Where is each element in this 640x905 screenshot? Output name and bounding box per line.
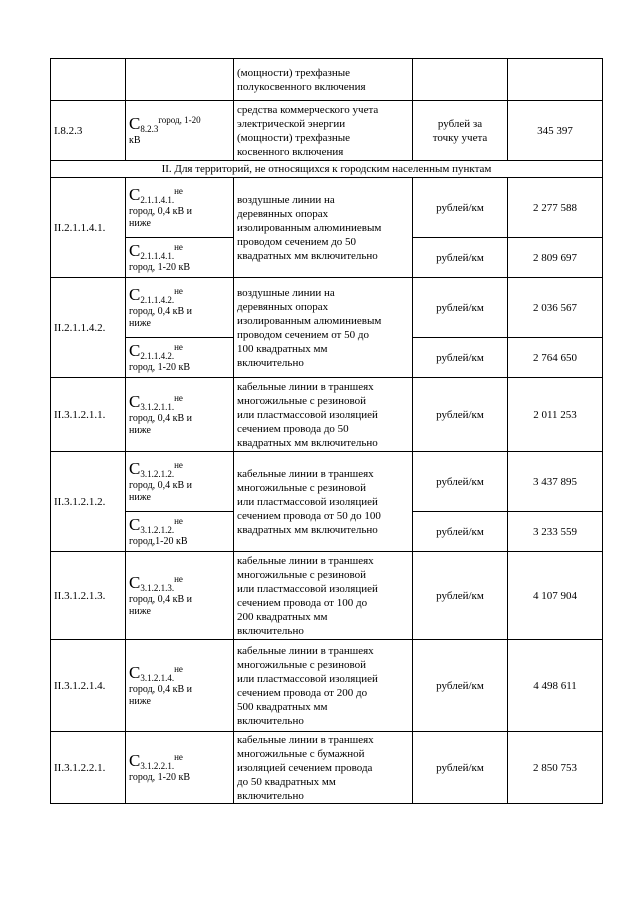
- rate-code-letter: С: [129, 114, 141, 133]
- description-line: (мощности) трехфазные: [237, 66, 351, 79]
- row-number-cell: II.3.1.2.1.1.: [51, 378, 126, 452]
- value-cell: [508, 59, 603, 101]
- tariff-table: [50, 58, 603, 804]
- rate-code-line: город, 0,4 кВ и: [129, 206, 193, 217]
- rate-code-subscript: 3.1.2.1.4.: [140, 673, 175, 683]
- description-line: кабельные линии в траншеях: [237, 733, 374, 746]
- rate-code-letter: С: [129, 573, 141, 592]
- value-cell: 3 437 895: [508, 452, 603, 512]
- value-cell: 4 107 904: [508, 552, 603, 640]
- rate-code-superscript: не: [174, 242, 183, 252]
- description-line: включительно: [237, 356, 304, 369]
- description-line: или пластмассовой изоляцией: [237, 408, 378, 421]
- value-cell: 2 809 697: [508, 238, 603, 278]
- rate-code-superscript: не: [174, 342, 183, 352]
- table-row: [51, 101, 603, 161]
- table-row: [51, 640, 603, 732]
- rate-code-superscript: не: [174, 460, 183, 470]
- rate-code-line: город, 1-20 кВ: [129, 262, 191, 273]
- description-line: изоляцией сечением провода: [237, 761, 373, 774]
- rate-code-cell: [126, 640, 234, 732]
- description-line: включительно: [237, 789, 304, 802]
- description-line: полукосвенного включения: [237, 80, 366, 93]
- rate-code-letter: С: [129, 663, 141, 682]
- description-line: 200 квадратных мм: [237, 610, 328, 623]
- rate-code-line: город, 0,4 кВ и: [129, 594, 193, 605]
- unit-cell: рублей/км: [413, 640, 508, 732]
- rate-code-line: ниже: [129, 696, 151, 707]
- rate-code-letter: С: [129, 241, 141, 260]
- rate-code-superscript: не: [174, 186, 183, 196]
- description-cell: [234, 378, 413, 452]
- description-line: включительно: [237, 624, 304, 637]
- description-line: или пластмассовой изоляцией: [237, 495, 378, 508]
- rate-code-line: город, 1-20 кВ: [129, 772, 191, 783]
- rate-code-line: ниже: [129, 606, 151, 617]
- description-line: кабельные линии в траншеях: [237, 380, 374, 393]
- description-line: электрической энергии: [237, 117, 346, 130]
- description-line: средства коммерческого учета: [237, 103, 379, 116]
- table-row: [51, 552, 603, 640]
- description-line: до 50 квадратных мм: [237, 775, 336, 788]
- description-line: сечением провода до 50: [237, 422, 349, 435]
- unit-cell: рублей/км: [413, 338, 508, 378]
- row-number-cell: II.2.1.1.4.1.: [51, 178, 126, 278]
- unit-cell: [413, 59, 508, 101]
- description-line: воздушные линии на: [237, 193, 335, 206]
- rate-code-letter: С: [129, 392, 141, 411]
- rate-code-letter: С: [129, 459, 141, 478]
- description-line: многожильные с резиновой: [237, 568, 366, 581]
- table-row: [51, 178, 603, 238]
- rate-code-subscript: 8.2.3: [140, 124, 159, 134]
- value-cell: 2 850 753: [508, 732, 603, 804]
- rate-code-line: ниже: [129, 218, 151, 229]
- unit-cell: рублей/км: [413, 238, 508, 278]
- description-line: сечением провода от 100 до: [237, 596, 368, 609]
- unit-line: рублей за: [437, 117, 483, 130]
- description-line: деревянных опорах: [237, 207, 329, 220]
- rate-code-subscript: 3.1.2.2.1.: [140, 761, 175, 771]
- description-cell: [234, 101, 413, 161]
- section-heading: II. Для территорий, не относящихся к городским населенным пунктам: [51, 161, 603, 178]
- description-line: 100 квадратных мм: [237, 342, 328, 355]
- table-row: [51, 378, 603, 452]
- rate-code-subscript: 2.1.1.4.1.: [140, 195, 175, 205]
- rate-code-superscript: не: [174, 286, 183, 296]
- rate-code-letter: С: [129, 341, 141, 360]
- description-line: изолированным алюминиевым: [237, 314, 382, 327]
- rate-code-cell: [126, 278, 234, 338]
- unit-cell: рублей/км: [413, 278, 508, 338]
- value-cell: 345 397: [508, 101, 603, 161]
- rate-code-superscript: не: [174, 752, 183, 762]
- unit-cell: рублей/км: [413, 552, 508, 640]
- rate-code-superscript: город, 1-20: [158, 115, 201, 125]
- description-line: включительно: [237, 714, 304, 727]
- rate-code-subscript: 3.1.2.1.1.: [140, 402, 175, 412]
- description-line: или пластмассовой изоляцией: [237, 582, 378, 595]
- description-line: деревянных опорах: [237, 300, 329, 313]
- section-row: [51, 161, 603, 178]
- rate-code-cell: [126, 552, 234, 640]
- rate-code-line: ниже: [129, 318, 151, 329]
- rate-code-letter: С: [129, 285, 141, 304]
- description-line: сечением провода от 50 до 100: [237, 509, 381, 522]
- rate-code-tail: кВ: [129, 135, 141, 146]
- table-row: [51, 59, 603, 101]
- row-number-cell: I.8.2.3: [51, 101, 126, 161]
- value-cell: 2 764 650: [508, 338, 603, 378]
- rate-code-cell: [126, 732, 234, 804]
- description-cell: [234, 640, 413, 732]
- row-number-cell: II.2.1.1.4.2.: [51, 278, 126, 378]
- rate-code-superscript: не: [174, 664, 183, 674]
- description-cell: [234, 552, 413, 640]
- unit-cell: [413, 101, 508, 161]
- row-number-cell: II.3.1.2.1.4.: [51, 640, 126, 732]
- description-line: проводом сечением от 50 до: [237, 328, 369, 341]
- row-number-cell: II.3.1.2.2.1.: [51, 732, 126, 804]
- value-cell: 3 233 559: [508, 512, 603, 552]
- description-cell: [234, 278, 413, 378]
- value-cell: 2 277 588: [508, 178, 603, 238]
- description-line: косвенного включения: [237, 145, 344, 158]
- description-line: сечением провода от 200 до: [237, 686, 368, 699]
- rate-code-subscript: 2.1.1.4.2.: [140, 295, 175, 305]
- description-line: многожильные с резиновой: [237, 481, 366, 494]
- rate-code-cell: [126, 101, 234, 161]
- unit-cell: рублей/км: [413, 178, 508, 238]
- rate-code-subscript: 3.1.2.1.3.: [140, 583, 175, 593]
- rate-code-cell: [126, 452, 234, 512]
- rate-code-subscript: 3.1.2.1.2.: [140, 469, 175, 479]
- rate-code-line: город, 0,4 кВ и: [129, 480, 193, 491]
- description-line: многожильные с резиновой: [237, 394, 366, 407]
- description-line: кабельные линии в траншеях: [237, 644, 374, 657]
- description-cell: [234, 732, 413, 804]
- row-number-cell: II.3.1.2.1.2.: [51, 452, 126, 552]
- table-row: [51, 452, 603, 512]
- rate-code-line: город, 0,4 кВ и: [129, 413, 193, 424]
- rate-code-line: город, 0,4 кВ и: [129, 306, 193, 317]
- unit-cell: рублей/км: [413, 512, 508, 552]
- rate-code-cell: [126, 59, 234, 101]
- rate-code-letter: С: [129, 185, 141, 204]
- rate-code-cell: [126, 338, 234, 378]
- value-cell: 2 011 253: [508, 378, 603, 452]
- description-line: кабельные линии в траншеях: [237, 467, 374, 480]
- tariff-table-body: [51, 59, 603, 804]
- rate-code-superscript: не: [174, 393, 183, 403]
- rate-code-subscript: 2.1.1.4.1.: [140, 251, 175, 261]
- description-line: кабельные линии в траншеях: [237, 554, 374, 567]
- description-line: квадратных мм включительно: [237, 436, 378, 449]
- description-line: изолированным алюминиевым: [237, 221, 382, 234]
- rate-code-subscript: 3.1.2.1.2.: [140, 525, 175, 535]
- description-line: квадратных мм включительно: [237, 249, 378, 262]
- rate-code-subscript: 2.1.1.4.2.: [140, 351, 175, 361]
- value-cell: 4 498 611: [508, 640, 603, 732]
- rate-code-superscript: не: [174, 516, 183, 526]
- table-row: [51, 278, 603, 338]
- rate-code-letter: С: [129, 515, 141, 534]
- unit-line: точку учета: [432, 131, 488, 144]
- unit-cell: рублей/км: [413, 378, 508, 452]
- description-line: или пластмассовой изоляцией: [237, 672, 378, 685]
- description-line: проводом сечением до 50: [237, 235, 357, 248]
- description-line: (мощности) трехфазные: [237, 131, 351, 144]
- rate-code-line: ниже: [129, 492, 151, 503]
- value-cell: 2 036 567: [508, 278, 603, 338]
- description-cell: [234, 178, 413, 278]
- description-line: многожильные с резиновой: [237, 658, 366, 671]
- description-line: многожильные с бумажной: [237, 747, 365, 760]
- description-line: квадратных мм включительно: [237, 523, 378, 536]
- unit-cell: рублей/км: [413, 452, 508, 512]
- rate-code-line: город, 1-20 кВ: [129, 362, 191, 373]
- rate-code-line: город, 0,4 кВ и: [129, 684, 193, 695]
- row-number-cell: [51, 59, 126, 101]
- description-line: воздушные линии на: [237, 286, 335, 299]
- description-cell: [234, 59, 413, 101]
- rate-code-cell: [126, 378, 234, 452]
- rate-code-cell: [126, 178, 234, 238]
- rate-code-superscript: не: [174, 574, 183, 584]
- rate-code-line: ниже: [129, 425, 151, 436]
- rate-code-cell: [126, 238, 234, 278]
- rate-code-cell: [126, 512, 234, 552]
- row-number-cell: II.3.1.2.1.3.: [51, 552, 126, 640]
- rate-code-letter: С: [129, 751, 141, 770]
- unit-cell: рублей/км: [413, 732, 508, 804]
- rate-code-line: город,1-20 кВ: [129, 536, 188, 547]
- description-cell: [234, 452, 413, 552]
- table-row: [51, 732, 603, 804]
- description-line: 500 квадратных мм: [237, 700, 328, 713]
